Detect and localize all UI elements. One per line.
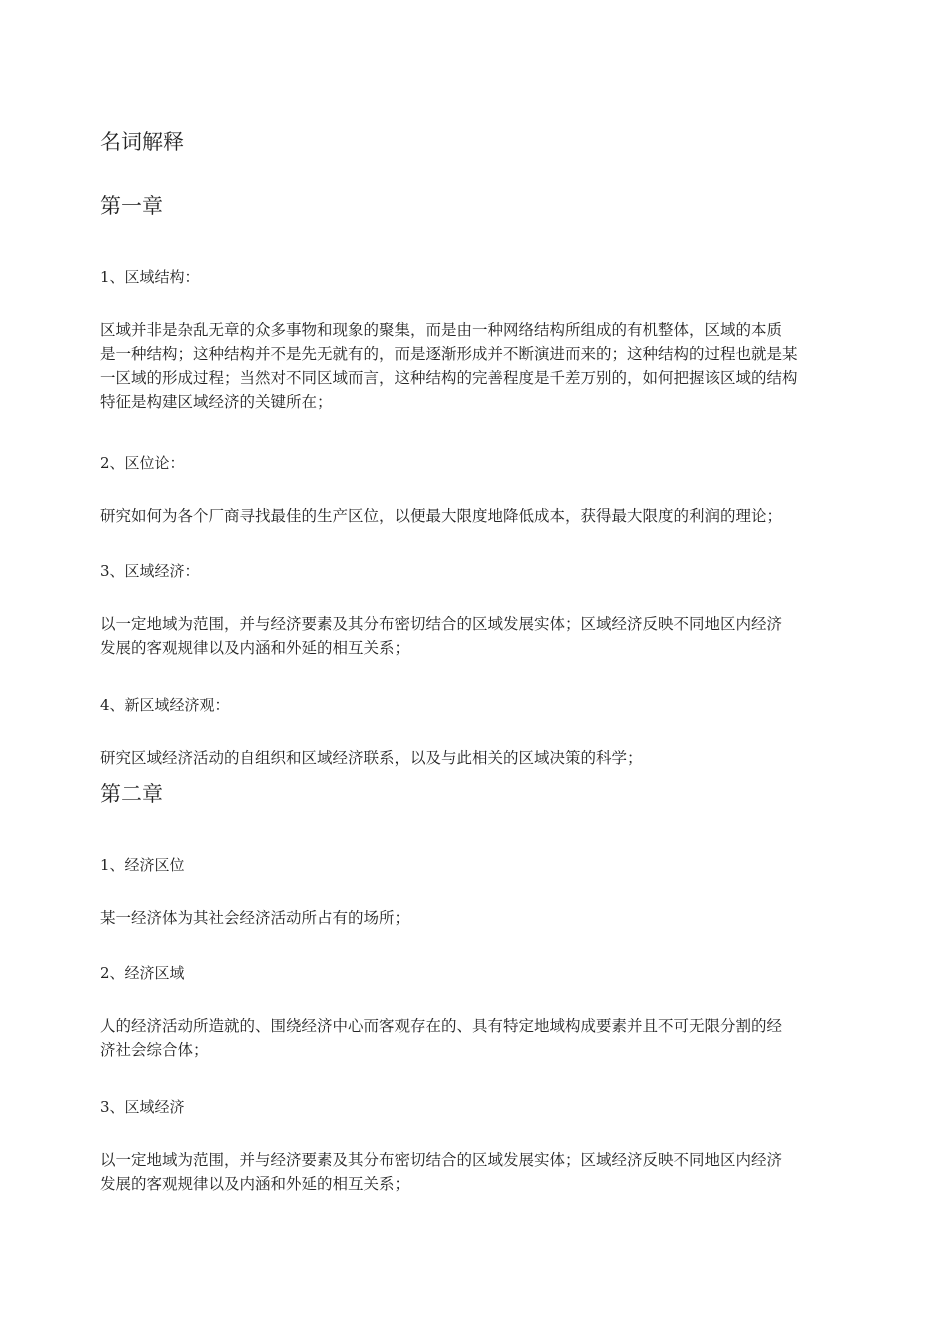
term-definition xyxy=(100,906,840,930)
definition-line: 一区域的形成过程；当然对不同区域而言，这种结构的完善程度是千差万别的，如何把握该区域的结构 xyxy=(100,369,798,387)
definition-line: 人的经济活动所造就的、围绕经济中心而客观存在的、具有特定地域构成要素并且不可无限分割的经 xyxy=(100,1017,783,1035)
term-heading: 4、新区域经济观： xyxy=(100,696,230,714)
definition-line: 以一定地域为范围，并与经济要素及其分布密切结合的区域发展实体；区域经济反映不同地区内经济 xyxy=(100,615,783,633)
definition-line: 是一种结构；这种结构并不是先无就有的，而是逐渐形成并不断演进而来的；这种结构的过程也就是某 xyxy=(100,345,798,363)
definition-line: 以一定地域为范围，并与经济要素及其分布密切结合的区域发展实体；区域经济反映不同地区内经济 xyxy=(100,1151,783,1169)
term-definition xyxy=(100,504,840,528)
definition-line: 研究区域经济活动的自组织和区域经济联系，以及与此相关的区域决策的科学； xyxy=(100,749,643,767)
term-definition xyxy=(100,318,840,414)
term-definition xyxy=(100,1014,840,1062)
term-heading: 1、经济区位 xyxy=(100,856,185,874)
definition-line: 发展的客观规律以及内涵和外延的相互关系； xyxy=(100,639,411,657)
term-definition xyxy=(100,612,840,660)
definition-line: 区域并非是杂乱无章的众多事物和现象的聚集，而是由一种网络结构所组成的有机整体，区域的本质 xyxy=(100,321,783,339)
definition-line: 济社会综合体； xyxy=(100,1041,209,1059)
document-title: 名词解释 xyxy=(100,130,184,154)
chapter-title-2: 第二章 xyxy=(100,782,163,806)
term-heading: 3、区域经济 xyxy=(100,1098,185,1116)
term-heading: 1、区域结构： xyxy=(100,268,200,286)
term-heading: 3、区域经济： xyxy=(100,562,200,580)
term-heading: 2、经济区域 xyxy=(100,964,185,982)
definition-line: 研究如何为各个厂商寻找最佳的生产区位，以便最大限度地降低成本，获得最大限度的利润的理论； xyxy=(100,507,783,525)
definition-line: 某一经济体为其社会经济活动所占有的场所； xyxy=(100,909,411,927)
term-definition xyxy=(100,1148,840,1196)
definition-line: 发展的客观规律以及内涵和外延的相互关系； xyxy=(100,1175,411,1193)
term-heading: 2、区位论： xyxy=(100,454,185,472)
definition-line: 特征是构建区域经济的关键所在； xyxy=(100,393,333,411)
chapter-title-1: 第一章 xyxy=(100,194,163,218)
term-definition xyxy=(100,746,840,770)
